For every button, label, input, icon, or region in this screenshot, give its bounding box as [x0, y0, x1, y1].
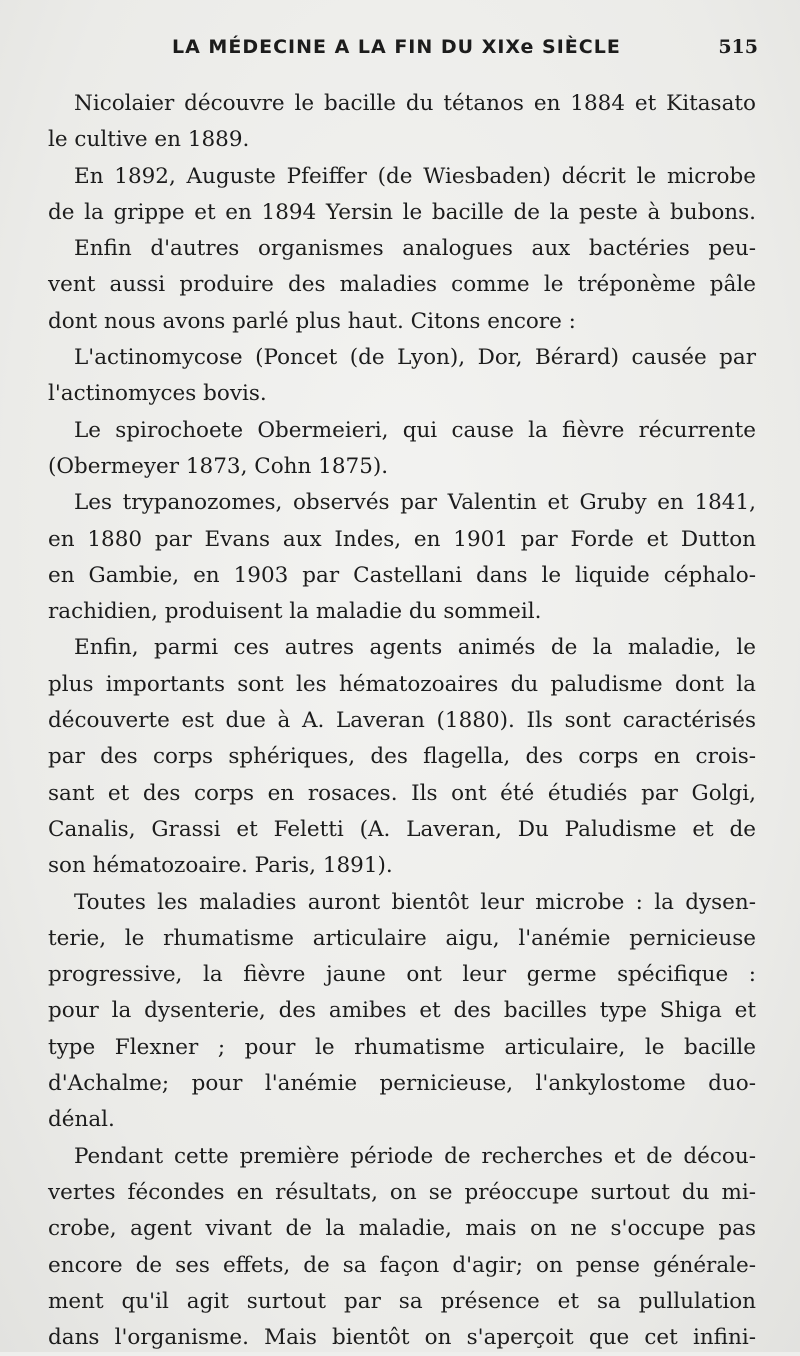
text-line: le cultive en 1889. — [48, 127, 250, 153]
text-line: Canalis, Grassi et Feletti (A. Laveran, Du Paludisme et de — [48, 816, 756, 842]
page-number: 515 — [718, 36, 758, 58]
text-line: l'actinomyces bovis. — [48, 381, 267, 407]
text-line: dénal. — [48, 1107, 115, 1133]
text-line: sant et des corps en rosaces. Ils ont été étudiés par Golgi, — [48, 780, 756, 806]
text-line: type Flexner ; pour le rhumatisme articulaire, le bacille — [48, 1034, 756, 1060]
text-line: dans l'organisme. Mais bientôt on s'aperçoit que cet infini- — [48, 1325, 756, 1351]
text-line: Toutes les maladies auront bientôt leur microbe : la dysen- — [74, 889, 756, 915]
text-line: en Gambie, en 1903 par Castellani dans le liquide céphalo- — [48, 562, 756, 588]
body-text — [48, 86, 756, 1356]
text-line: plus importants sont les hématozoaires du paludisme dont la — [48, 671, 756, 697]
text-line: progressive, la fièvre jaune ont leur germe spécifique : — [48, 962, 756, 988]
text-line: encore de ses effets, de sa façon d'agir; on pense générale- — [48, 1252, 756, 1278]
text-line: Nicolaier découvre le bacille du tétanos en 1884 et Kitasato — [74, 91, 756, 116]
text-line: son hématozoaire. Paris, 1891). — [48, 853, 393, 879]
text-line: ment qu'il agit surtout par sa présence et sa pullulation — [48, 1288, 756, 1314]
text-line: Le spirochoete Obermeieri, qui cause la fièvre récurrente — [74, 417, 756, 443]
text-line: vent aussi produire des maladies comme le tréponème pâle — [48, 272, 756, 298]
text-line: par des corps sphériques, des flagella, des corps en crois- — [48, 744, 756, 770]
text-line: crobe, agent vivant de la maladie, mais on ne s'occupe pas — [48, 1216, 756, 1242]
text-line: de la grippe et en 1894 Yersin le bacille de la peste à bubons. — [48, 199, 756, 225]
text-line: vertes fécondes en résultats, on se préoccupe surtout du mi- — [48, 1179, 756, 1205]
text-line: terie, le rhumatisme articulaire aigu, l'anémie pernicieuse — [48, 925, 756, 951]
text-line: rachidien, produisent la maladie du sommeil. — [48, 599, 542, 625]
text-line: découverte est due à A. Laveran (1880). Ils sont caractérisés — [48, 708, 756, 734]
running-title: LA MÉDECINE A LA FIN DU XIXe SIÈCLE — [172, 36, 621, 58]
text-line: dont nous avons parlé plus haut. Citons encore : — [48, 308, 576, 334]
text-line: pour la dysenterie, des amibes et des bacilles type Shiga et — [48, 998, 756, 1024]
text-line: Pendant cette première période de recherches et de décou- — [74, 1143, 756, 1169]
text-line: (Obermeyer 1873, Cohn 1875). — [48, 453, 389, 479]
text-line: en 1880 par Evans aux Indes, en 1901 par Forde et Dutton — [48, 526, 756, 552]
text-line: L'actinomycose (Poncet (de Lyon), Dor, Bérard) causée par — [74, 345, 756, 371]
text-line: d'Achalme; pour l'anémie pernicieuse, l'ankylostome duo- — [48, 1071, 756, 1097]
text-line: Les trypanozomes, observés par Valentin et Gruby en 1841, — [74, 490, 756, 516]
text-line: Enfin, parmi ces autres agents animés de la maladie, le — [74, 635, 756, 661]
text-line: Enfin d'autres organismes analogues aux bactéries peu- — [74, 236, 756, 262]
running-header — [48, 36, 758, 70]
text-line: En 1892, Auguste Pfeiffer (de Wiesbaden) décrit le microbe — [74, 163, 756, 189]
